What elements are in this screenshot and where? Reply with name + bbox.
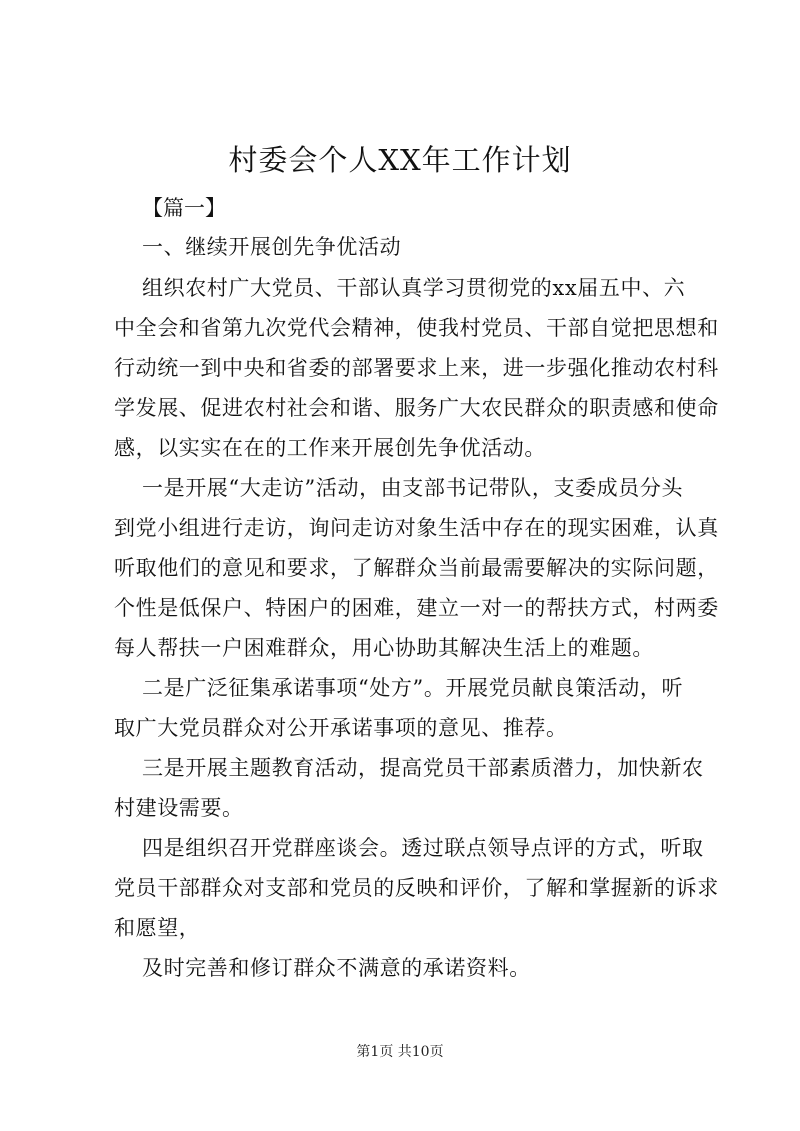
paragraph-line: 听取他们的意见和要求，了解群众当前最需要解决的实际问题， bbox=[114, 556, 719, 580]
paragraph-line: 到党小组进行走访，询问走访对象生活中存在的现实困难，认真 bbox=[114, 516, 719, 540]
paragraph-line: 和愿望， bbox=[114, 916, 201, 940]
paragraph-2 bbox=[114, 468, 719, 668]
paragraph-line: 四是组织召开党群座谈会。透过联点领导点评的方式，听取 bbox=[142, 836, 704, 860]
paragraph-line: 取广大党员群众对公开承诺事项的意见、推荐。 bbox=[114, 716, 568, 740]
paragraph-line: 二是广泛征集承诺事项“处方”。开展党员献良策活动，听 bbox=[142, 676, 684, 700]
paragraph-line: 党员干部群众对支部和党员的反映和评价，了解和掌握新的诉求 bbox=[114, 876, 719, 900]
paragraph-line: 学发展、促进农村社会和谐、服务广大农民群众的职责感和使命 bbox=[114, 396, 719, 420]
paragraph-line: 一是开展“大走访”活动，由支部书记带队，支委成员分头 bbox=[142, 476, 684, 500]
paragraph-line: 每人帮扶一户困难群众，用心协助其解决生活上的难题。 bbox=[114, 636, 654, 660]
heading-text: 一、继续开展创先争优活动 bbox=[142, 235, 402, 259]
paragraph-3 bbox=[114, 668, 698, 748]
paragraph-line: 村建设需要。 bbox=[114, 796, 244, 820]
document-title: 村委会个人XX年工作计划 bbox=[228, 143, 572, 177]
page-footer: 第1页 共10页 bbox=[356, 1044, 444, 1060]
paragraph-1 bbox=[114, 268, 719, 468]
paragraph-line: 三是开展主题教育活动，提高党员干部素质潜力，加快新农 bbox=[142, 756, 704, 780]
paragraph-4 bbox=[114, 748, 704, 828]
paragraph-line: 感，以实实在在的工作来开展创先争优活动。 bbox=[114, 436, 546, 460]
paragraph-line: 及时完善和修订群众不满意的承诺资料。 bbox=[142, 956, 531, 980]
paragraph-5 bbox=[114, 828, 719, 948]
paragraph-line: 个性是低保户、特困户的困难，建立一对一的帮扶方式，村两委 bbox=[114, 596, 719, 620]
paragraph-line: 组织农村广大党员、干部认真学习贯彻党的xx届五中、六 bbox=[142, 276, 686, 300]
section-label: 【篇一】 bbox=[142, 196, 226, 220]
paragraph-line: 中全会和省第九次党代会精神，使我村党员、干部自觉把思想和 bbox=[114, 316, 719, 340]
paragraph-6 bbox=[114, 948, 698, 988]
paragraph-line: 行动统一到中央和省委的部署要求上来，进一步强化推动农村科 bbox=[114, 356, 719, 380]
section-heading bbox=[142, 227, 726, 267]
